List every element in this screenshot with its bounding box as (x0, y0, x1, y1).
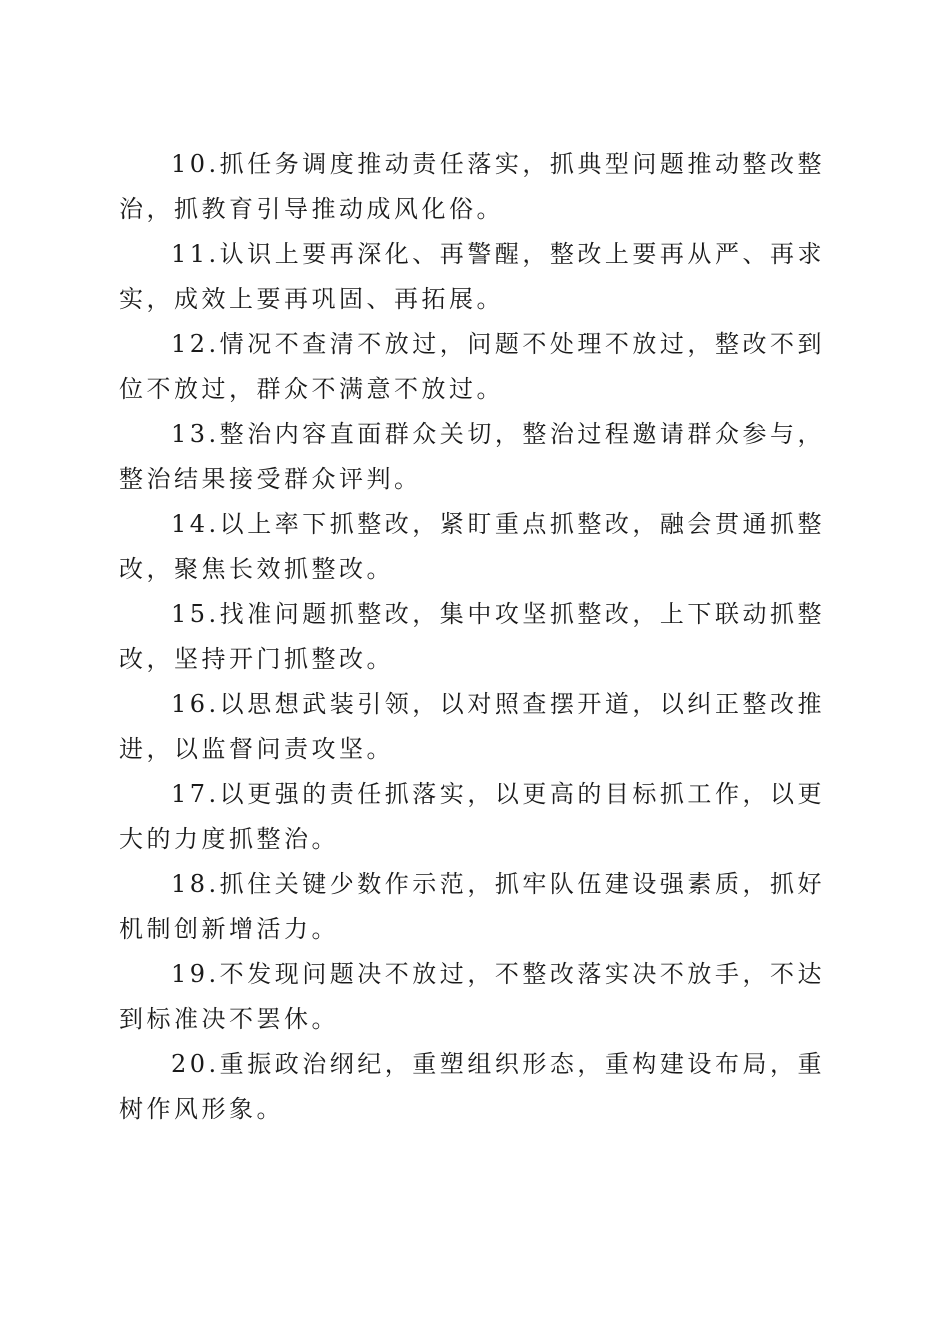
paragraph-item-10: 10.抓任务调度推动责任落实，抓典型问题推动整改整治，抓教育引导推动成风化俗。 (119, 150, 825, 223)
paragraph-item-13: 13.整治内容直面群众关切，整治过程邀请群众参与，整治结果接受群众评判。 (119, 420, 825, 493)
paragraph-item-12: 12.情况不查清不放过，问题不处理不放过，整改不到位不放过，群众不满意不放过。 (119, 330, 825, 403)
paragraph-item-11: 11.认识上要再深化、再警醒，整改上要再从严、再求实，成效上要再巩固、再拓展。 (119, 240, 825, 313)
paragraph-item-17: 17.以更强的责任抓落实，以更高的目标抓工作，以更大的力度抓整治。 (119, 780, 825, 853)
paragraph-item-19: 19.不发现问题决不放过，不整改落实决不放手，不达到标准决不罢休。 (119, 960, 825, 1033)
paragraph-item-16: 16.以思想武装引领，以对照查摆开道，以纠正整改推进，以监督问责攻坚。 (119, 690, 825, 763)
paragraph-item-14: 14.以上率下抓整改，紧盯重点抓整改，融会贯通抓整改，聚焦长效抓整改。 (119, 510, 825, 583)
paragraph-item-18: 18.抓住关键少数作示范，抓牢队伍建设强素质，抓好机制创新增活力。 (119, 870, 825, 943)
paragraph-item-20: 20.重振政治纲纪，重塑组织形态，重构建设布局，重树作风形象。 (119, 1050, 825, 1123)
paragraph-item-15: 15.找准问题抓整改，集中攻坚抓整改，上下联动抓整改，坚持开门抓整改。 (119, 600, 825, 673)
document-body (119, 142, 825, 1132)
